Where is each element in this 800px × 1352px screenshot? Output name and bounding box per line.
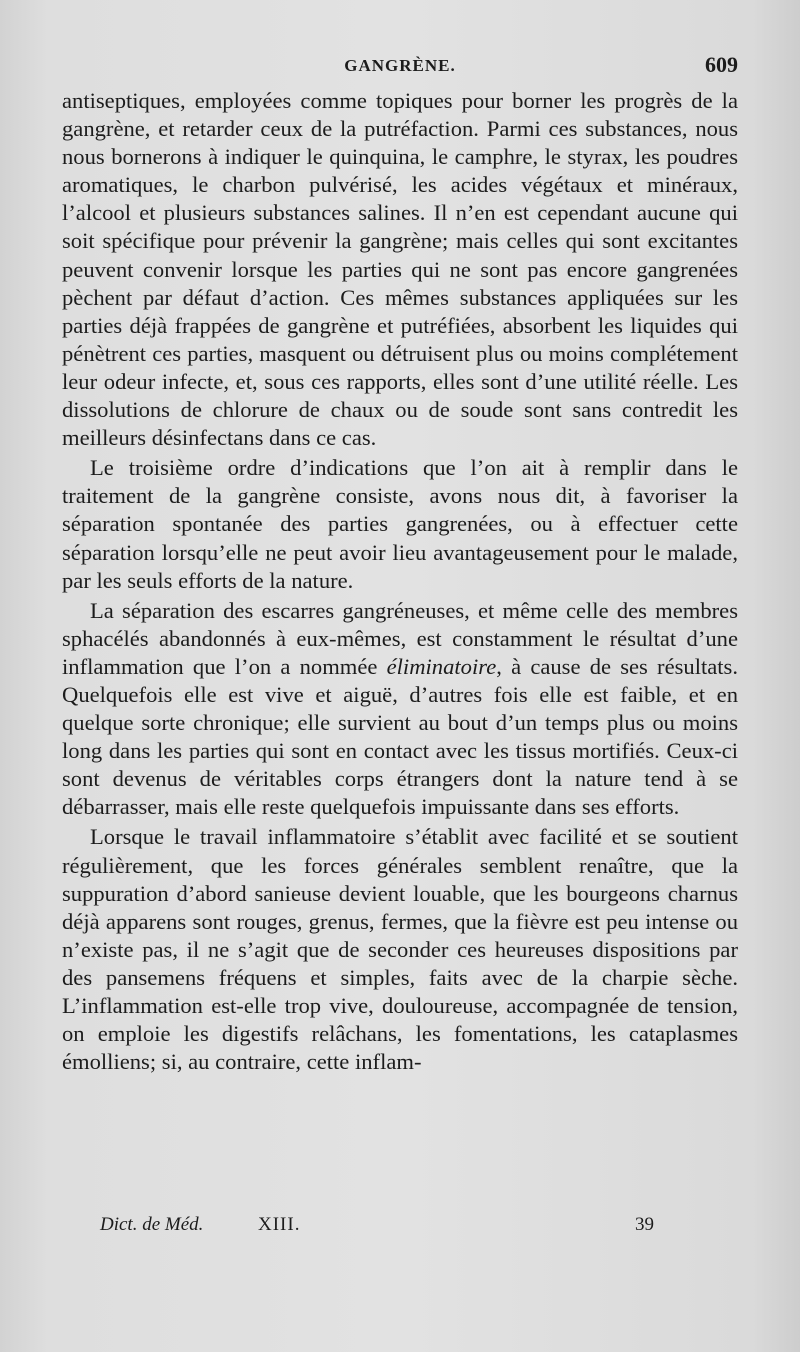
paragraph-separation-start: La séparation des escarres gangréneuses, et même celle des membres sphacélés abandonnés à eux-mêmes, est constamment le résultat d’une inflammation que l’on a nommée bbox=[62, 597, 738, 679]
italic-term: éliminatoire bbox=[386, 653, 497, 679]
page-number: 609 bbox=[705, 52, 738, 77]
paragraph-separation-end: , à cause de ses résultats. Quelquefois elle est vive et aiguë, d’autres fois elle est faible, et en quelque sorte chronique; elle survient au bout d’un temps plus ou moins long dans les parties qui sont en contact avec les tissus mortifiés. Ceux-ci sont devenus de véritables corps étrangers dont la nature tend à se débarrasser, mais elle reste quelquefois impuissante dans ses efforts. bbox=[62, 653, 738, 820]
running-title: GANGRÈNE. bbox=[344, 56, 456, 75]
footer-source: Dict. de Méd. bbox=[100, 1214, 204, 1235]
body-text bbox=[62, 87, 738, 1076]
footer-signature: 39 bbox=[635, 1214, 654, 1235]
page-header bbox=[62, 52, 738, 84]
paragraph-separation bbox=[62, 597, 738, 822]
paragraph-third-indication: Le troisième ordre d’indications que l’on ait à remplir dans le traitement de la gangrène consiste, avons nous dit, à favoriser la séparation spontanée des parties gangrenées, ou à effectuer cette séparation lorsqu’elle ne peut avoir lieu avantageusement pour le malade, par les seuls efforts de la nature. bbox=[62, 455, 738, 593]
page-footer bbox=[100, 1214, 660, 1244]
paragraph-inflammatory-work: Lorsque le travail inflammatoire s’établit avec facilité et se soutient régulièrement, que les forces générales semblent renaître, que la suppuration d’abord sanieuse devient louable, que les bourgeons charnus déjà apparens sont rouges, grenus, fermes, que la fièvre est peu intense ou n’existe pas, il ne s’agit que de seconder ces heureuses dispositions par des pansemens fréquens et simples, faits avec de la charpie sèche. L’inflammation est-elle trop vive, douloureuse, accompagnée de tension, on emploie les digestifs relâchans, les fomentations, les cataplasmes émolliens; si, au contraire, cette inflam- bbox=[62, 824, 738, 1075]
footer-volume: XIII. bbox=[258, 1214, 301, 1235]
paragraph-continuation: antiseptiques, employées comme topiques pour borner les progrès de la gangrène, et retarder ceux de la putréfaction. Parmi ces substances, nous nous bornerons à indiquer le quinquina, le camphre, le styrax, les poudres aromatiques, le charbon pulvérisé, les acides végétaux et minéraux, l’alcool et plusieurs substances salines. Il n’en est cependant aucune qui soit spécifique pour prévenir la gangrène; mais celles qui sont excitantes peuvent convenir lorsque les parties qui ne sont pas encore gangrenées pèchent par défaut d’action. Ces mêmes substances appliquées sur les parties déjà frappées de gangrène et putréfiées, absorbent les liquides qui pénètrent ces parties, masquent ou détruisent plus ou moins complétement leur odeur infecte, et, sous ces rapports, elles sont d’une utilité réelle. Les dissolutions de chlorure de chaux ou de soude sont sans contredit les meilleurs désinfectans dans ce cas. bbox=[62, 88, 738, 451]
